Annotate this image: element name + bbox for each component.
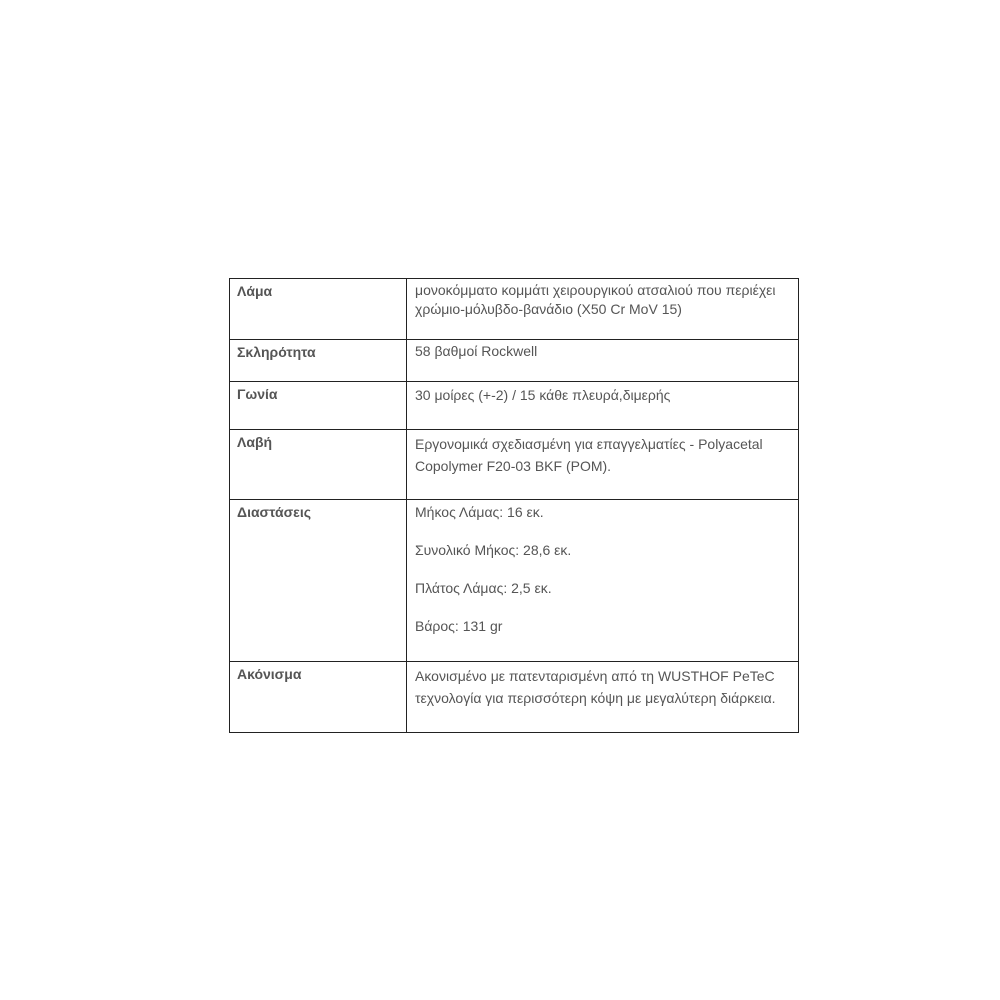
spec-value (407, 500, 799, 662)
table-row-blade (230, 279, 799, 340)
spec-value-line: 30 μοίρες (+-2) / 15 κάθε πλευρά,διμερής (415, 387, 671, 403)
spec-value-line: Βάρος: 131 gr (415, 618, 503, 634)
spec-value-line: μονοκόμματο κομμάτι χειρουργικού ατσαλιού που περιέχει χρώμιο-μόλυβδο-βανάδιο (X50 Cr MoV 15) (415, 282, 776, 317)
spec-value-line: Εργονομικά σχεδιασμένη για επαγγελματίες - Polyacetal Copolymer F20-03 BKF (POM). (415, 436, 763, 474)
table-row-dimensions (230, 500, 799, 662)
spec-value-line: Ακονισμένο με πατενταρισμένη από τη WUSTHOF PeTeC τεχνολογία για περισσότερη κόψη με μεγαλύτερη διάρκεια. (415, 668, 776, 706)
spec-label: Λάμα (230, 279, 407, 340)
spec-label: Διαστάσεις (230, 500, 407, 662)
spec-label: Γωνία (230, 382, 407, 430)
spec-value-line: Πλάτος Λάμας: 2,5 εκ. (415, 580, 552, 596)
spec-value (407, 662, 799, 733)
spec-value-line: Συνολικό Μήκος: 28,6 εκ. (415, 542, 572, 558)
spec-value (407, 279, 799, 340)
table-row-angle (230, 382, 799, 430)
spec-value (407, 430, 799, 500)
spec-value-line: 58 βαθμοί Rockwell (415, 343, 538, 359)
spec-value (407, 340, 799, 382)
spec-label: Ακόνισμα (230, 662, 407, 733)
spec-label: Λαβή (230, 430, 407, 500)
table-row-handle (230, 430, 799, 500)
specifications-table (229, 278, 799, 733)
table-row-hardness (230, 340, 799, 382)
spec-label: Σκληρότητα (230, 340, 407, 382)
spec-value (407, 382, 799, 430)
table-row-sharpening (230, 662, 799, 733)
spec-value-line: Μήκος Λάμας: 16 εκ. (415, 504, 544, 520)
